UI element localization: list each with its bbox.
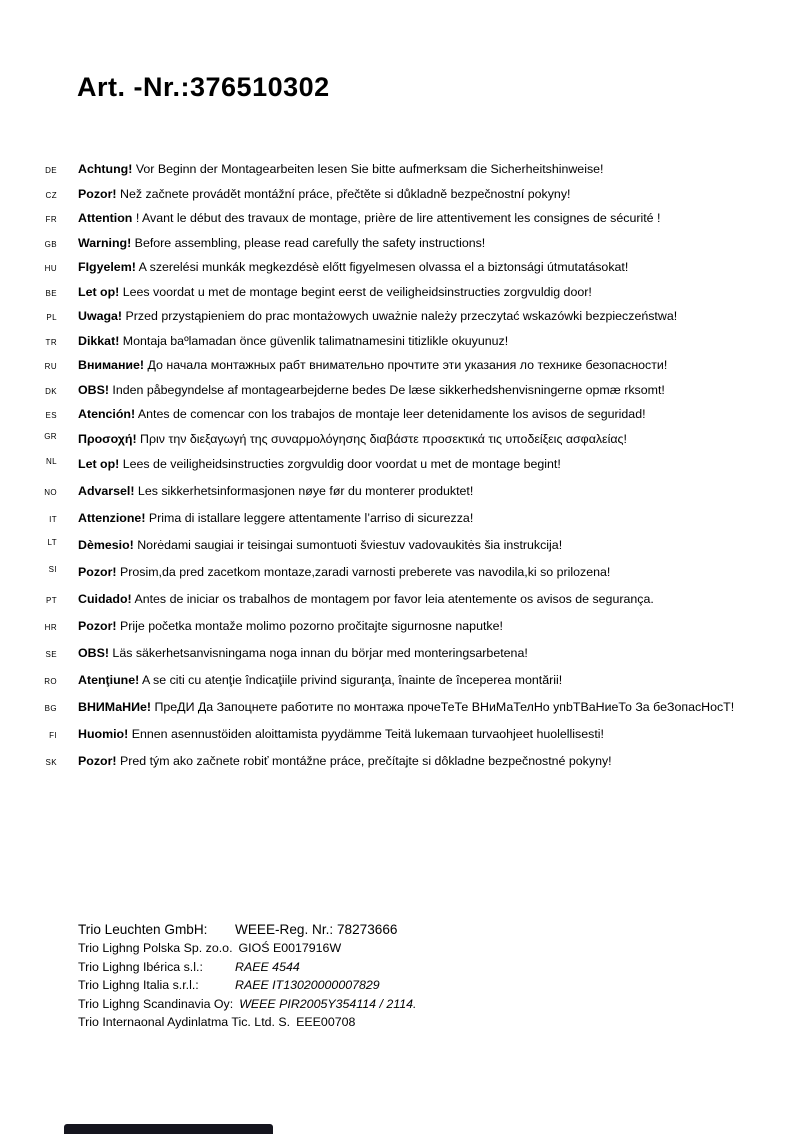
- company-name: Trio Lighng Polska Sp. zo.o.: [78, 941, 233, 955]
- registration-number: WEEE-Reg. Nr.: 78273666: [235, 922, 398, 937]
- warning-lead-word: Achtung!: [78, 162, 133, 176]
- warning-lead-word: Pozor!: [78, 618, 117, 633]
- warning-row: [0, 646, 790, 673]
- warning-row: [0, 538, 790, 565]
- warning-text: Cuidado! Antes de iniciar os trabalhos de montagem por favor leia atentemente os avisos de segurança.: [78, 591, 654, 606]
- bottom-bar: [64, 1124, 273, 1134]
- warning-text: Achtung! Vor Beginn der Montagearbeiten lesen Sie bitte aufmerksam die Sicherheitshinweise!: [78, 162, 604, 176]
- warning-text: Huomio! Ennen asennustöiden aloittamista pyydämme Teitä lukemaan turvaohjeet huolellisesti!: [78, 726, 604, 741]
- warning-row: [0, 162, 790, 187]
- warning-lead-word: Внимание!: [78, 358, 145, 373]
- warning-lead-word: Attention: [78, 211, 133, 226]
- warning-row: [0, 383, 790, 408]
- warning-row: [0, 211, 790, 236]
- warning-text: Προσοχή! Πριν την διεξαγωγή της συναρμολόγησης διαβάστε προσεκτικά τις υποδείξεις ασφαλείας!: [78, 432, 627, 447]
- language-code: HU: [44, 264, 57, 274]
- warning-text: Attenzione! Prima di istallare leggere attentamente l’arriso di sicurezza!: [78, 510, 474, 525]
- warning-lead-word: Huomio!: [78, 726, 129, 741]
- warning-row: [0, 260, 790, 285]
- warning-row: [0, 309, 790, 334]
- warning-text: Dèmesio! Norėdami saugiai ir teisingai sumontuoti šviestuv vadovaukitės šia instrukcija!: [78, 537, 563, 552]
- language-code: CZ: [45, 190, 57, 200]
- registration-number: WEEE PIR2005Y354114 / 2114.: [239, 996, 417, 1011]
- language-code: IT: [49, 514, 57, 524]
- warning-row: [0, 754, 790, 781]
- company-name: Trio Leuchten GmbH:: [78, 922, 208, 937]
- warning-lead-word: ВНИМаНИе!: [78, 699, 152, 714]
- warning-row: [0, 236, 790, 261]
- company-line: [78, 958, 416, 977]
- warning-row: [0, 484, 790, 511]
- warning-text: OBS! Läs säkerhetsanvisningama noga innan du börjar med monteringsarbetena!: [78, 645, 528, 660]
- language-code: GR: [44, 432, 57, 442]
- language-code: DE: [45, 166, 57, 175]
- warning-row: [0, 700, 790, 727]
- warning-lead-word: OBS!: [78, 382, 109, 397]
- warning-text: Atención! Antes de comencar con los trabajos de montaje leer detenidamente los avisos de seguridad!: [78, 407, 646, 422]
- warning-lead-word: Uwaga!: [78, 309, 123, 324]
- warning-lead-word: Let op!: [78, 284, 120, 299]
- warning-lead-word: Προσοχή!: [78, 432, 137, 447]
- warning-text: Let op! Lees de veiligheidsinstructies zorgvuldig door voordat u met de montage begint!: [78, 456, 561, 471]
- warning-lead-word: Dèmesio!: [78, 537, 134, 552]
- warning-row: [0, 358, 790, 383]
- language-code: DK: [45, 386, 57, 396]
- language-code: TR: [45, 337, 57, 347]
- company-line: [78, 976, 416, 995]
- registration-number: EEE00708: [296, 1015, 356, 1030]
- language-code: SI: [48, 564, 57, 574]
- warning-text: Uwaga! Przed przystąpieniem do prac montażowych uważnie należy przeczytać wskazówki bezpieczeństwa!: [78, 309, 678, 324]
- language-code: BE: [45, 288, 57, 298]
- warning-text: ВНИМаНИе! ПреДИ Да Запоцнете работите по монтажа прочеТеТе ВНиМаТелНо упbТВаНиеТо За беЗопасНосТ!: [78, 699, 735, 714]
- warning-text: FIgyelem! A szerelési munkák megkezdésè előtt figyelmesen olvassa el a biztonsági útmutatásokat!: [78, 260, 629, 275]
- warning-row: [0, 565, 790, 592]
- language-code: FR: [45, 215, 57, 225]
- warning-row: [0, 407, 790, 432]
- article-number-title: Art. -Nr.:376510302: [77, 72, 330, 102]
- warning-text: Attention ! Avant le début des travaux de montage, prière de lire attentivement les consignes de sécurité !: [78, 211, 661, 226]
- language-code: PT: [45, 595, 57, 605]
- warning-lead-word: FIgyelem!: [78, 260, 136, 275]
- language-code: NL: [45, 456, 57, 466]
- warning-text: Warning! Before assembling, please read carefully the safety instructions!: [78, 235, 486, 250]
- language-code: LT: [47, 537, 57, 547]
- company-line: [78, 1013, 416, 1032]
- language-code: NO: [44, 487, 57, 497]
- warning-lead-word: Pozor!: [78, 564, 117, 579]
- warning-row: [0, 334, 790, 359]
- warning-row: [0, 619, 790, 646]
- warning-text: Pozor! Prije početka montaže molimo pozorno pročitajte sigurnosne naputke!: [78, 618, 503, 633]
- company-line: [78, 995, 416, 1014]
- warning-lead-word: OBS!: [78, 645, 109, 660]
- warnings-list: [0, 162, 790, 781]
- language-code: ES: [45, 411, 57, 421]
- language-code: SK: [45, 757, 57, 767]
- warning-row: [0, 457, 790, 484]
- warning-lead-word: Atenţiune!: [78, 672, 140, 687]
- language-code: HR: [44, 622, 57, 632]
- registration-number: RAEE IT13020000007829: [235, 978, 380, 993]
- warning-row: [0, 727, 790, 754]
- language-code: SE: [45, 649, 57, 659]
- language-code: RU: [44, 362, 57, 372]
- warning-lead-word: Let op!: [78, 456, 120, 471]
- warning-row: [0, 285, 790, 310]
- warning-lead-word: Advarsel!: [78, 483, 135, 498]
- company-name: Trio Internaonal Aydinlatma Tic. Ltd. S.: [78, 1015, 291, 1030]
- language-code: RO: [44, 676, 57, 686]
- warning-row: [0, 187, 790, 212]
- company-name: Trio Lighng Italia s.r.l.:: [78, 978, 199, 993]
- language-code: BG: [44, 703, 57, 713]
- company-registration-block: [78, 920, 416, 1032]
- warning-text: Pozor! Než začnete provádět montážní práce, přečtěte si důkladně bezpečnostní pokyny!: [78, 186, 571, 201]
- warning-text: Advarsel! Les sikkerhetsinformasjonen nøye før du monterer produktet!: [78, 483, 474, 498]
- warning-row: [0, 592, 790, 619]
- language-code: FI: [49, 730, 57, 740]
- warning-lead-word: Dikkat!: [78, 333, 120, 348]
- warning-text: Let op! Lees voordat u met de montage begint eerst de veiligheidsinstructies zorgvuldig door!: [78, 284, 592, 299]
- company-line: [78, 920, 416, 939]
- warning-row: [0, 673, 790, 700]
- warning-row: [0, 432, 790, 457]
- warning-text: Pozor! Prosim,da pred zacetkom montaze,zaradi varnosti preberete vas navodila,ki so prilozena!: [78, 564, 611, 579]
- warning-lead-word: Cuidado!: [78, 591, 132, 606]
- warning-text: Pozor! Pred tým ako začnete robiť montážne práce, prečítajte si dôkladne bezpečnostné pokyny!: [78, 753, 612, 768]
- company-name: Trio Lighng Ibérica s.l.:: [78, 959, 203, 974]
- warning-text: OBS! Inden påbegyndelse af montagearbejderne bedes De læse sikkerhedshenvisningerne opmæ rksomt!: [78, 382, 665, 397]
- warning-text: Внимание! До начала монтажных рабт внимательно прочтите эти указания ло технике безопасности!: [78, 358, 668, 373]
- warning-text: Atenţiune! A se citi cu atenţie îndicaţiile privind siguranţa, înainte de începerea montării!: [78, 672, 563, 687]
- warning-text: Dikkat! Montaja baºlamadan önce güvenlik talimatnamesini titizlikle okuyunuz!: [78, 333, 509, 348]
- warning-lead-word: Warning!: [78, 235, 132, 250]
- language-code: PL: [46, 313, 57, 323]
- company-line: [78, 939, 416, 958]
- warning-lead-word: Pozor!: [78, 753, 117, 768]
- language-code: GB: [44, 239, 57, 249]
- company-name: Trio Lighng Scandinavia Oy:: [78, 996, 234, 1011]
- registration-number: GIOŚ E0017916W: [238, 941, 342, 955]
- warning-lead-word: Atención!: [78, 407, 136, 422]
- warning-lead-word: Pozor!: [78, 186, 117, 201]
- warning-lead-word: Attenzione!: [78, 510, 146, 525]
- registration-number: RAEE 4544: [235, 959, 300, 974]
- warning-row: [0, 511, 790, 538]
